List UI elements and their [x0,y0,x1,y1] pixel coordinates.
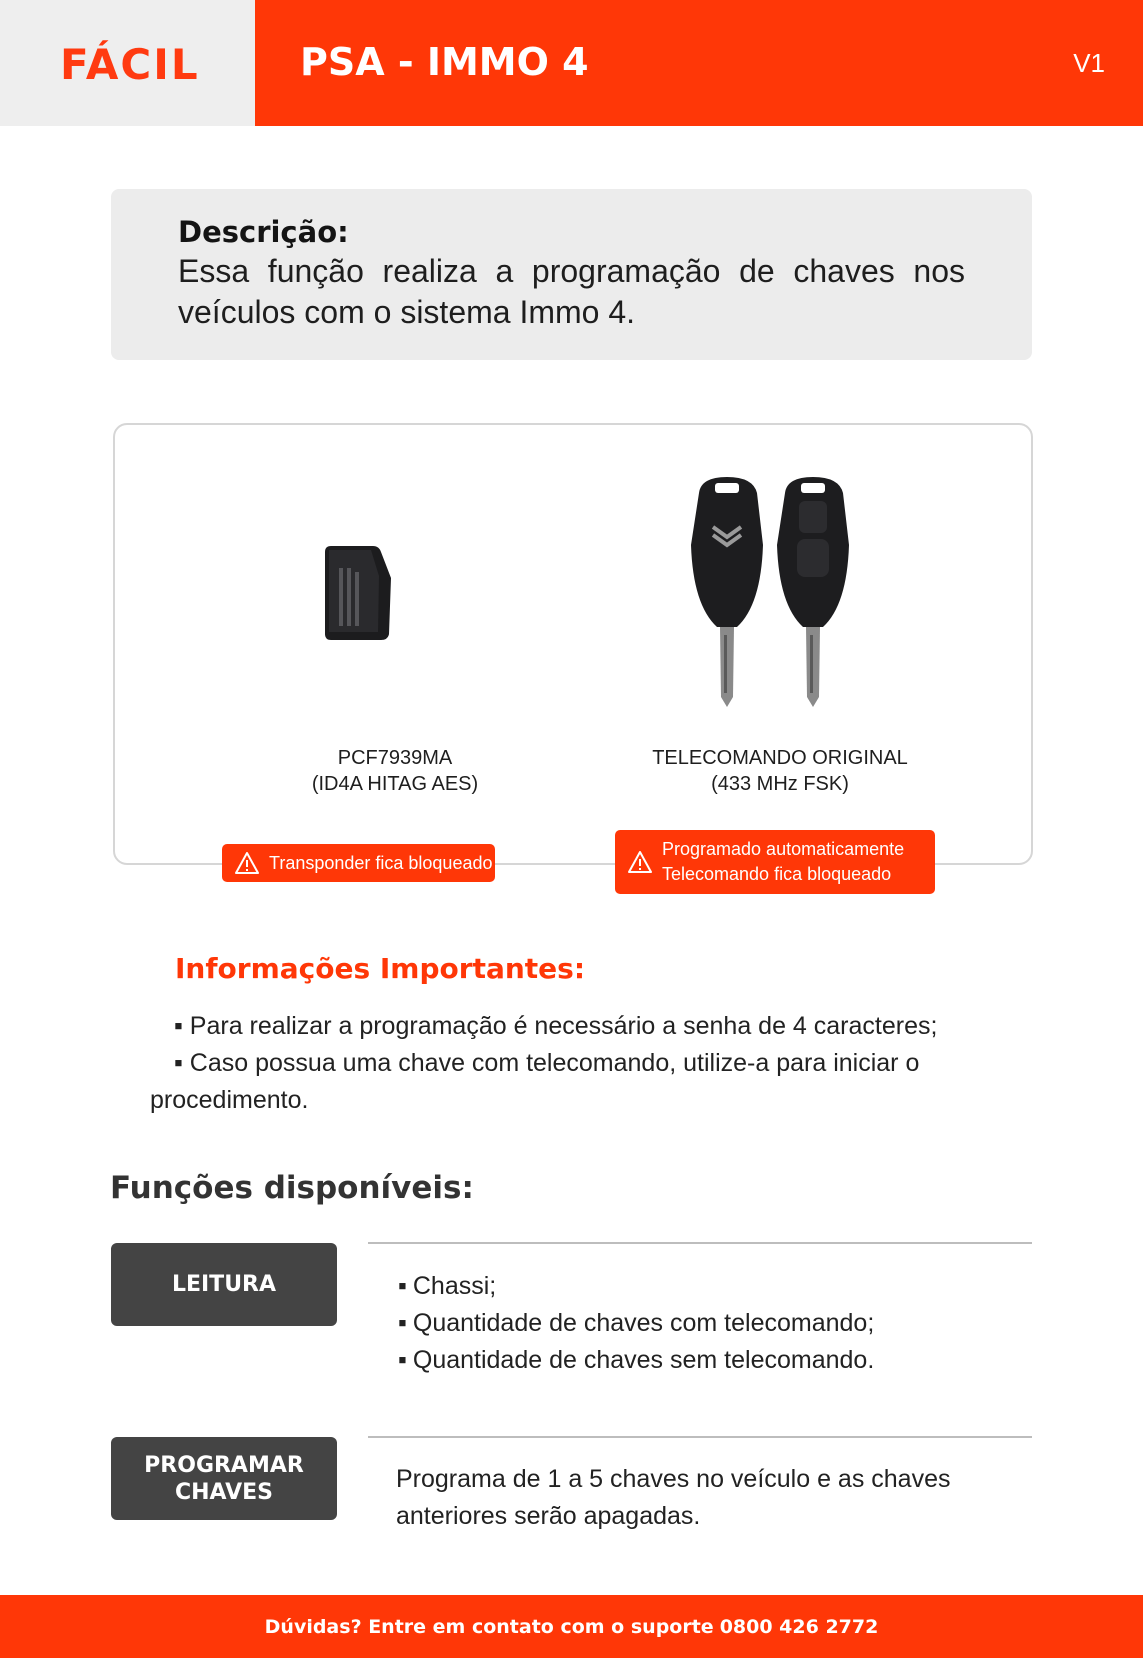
remote-keys-image [687,475,887,715]
list-item: ▪ Quantidade de chaves sem telecomando. [398,1342,874,1379]
programar-label-line: CHAVES [175,1479,273,1505]
product-transponder [285,745,505,797]
important-info-heading: Informações Importantes: [175,952,586,985]
description-heading: Descrição: [178,215,349,249]
list-item: ▪ Chassi; [398,1268,874,1305]
support-phone: 0800 426 2772 [719,1615,879,1638]
warning-line: Transponder fica bloqueado [269,852,493,873]
warning-icon [627,850,653,874]
product-name: TELECOMANDO ORIGINAL [652,747,908,769]
product-name: PCF7939MA [337,747,453,769]
product-remote [615,745,945,797]
transponder-warning-badge [222,844,495,882]
header-bar [255,0,1143,126]
warning-text [269,851,493,876]
divider [368,1242,1032,1244]
page-title: PSA - IMMO 4 [300,40,589,84]
warning-line: Telecomando fica bloqueado [662,864,892,884]
programar-description: Programa de 1 a 5 chaves no veículo e as chaves anteriores serão apagadas. [396,1465,951,1530]
product-spec: (433 MHz FSK) [711,773,849,795]
warning-text [662,837,904,887]
description-box [111,189,1032,360]
leitura-list [398,1268,874,1379]
leitura-label: LEITURA [111,1243,337,1326]
remote-warning-badge [615,830,935,894]
warning-icon [234,851,260,875]
transponder-chip-image [323,542,393,642]
info-item: ▪ Caso possua uma chave com telecomando, utilize-a para iniciar o procedimento. [150,1049,920,1114]
functions-heading: Funções disponíveis: [110,1170,474,1206]
divider [368,1436,1032,1438]
info-item: ▪ Para realizar a programação é necessário a senha de 4 caracteres; [174,1012,938,1040]
footer-bar [0,1595,1143,1658]
programar-chaves-label [111,1437,337,1520]
important-info-list [150,1008,970,1119]
list-item: ▪ Quantidade de chaves com telecomando; [398,1305,874,1342]
version-label: V1 [1073,48,1105,78]
brand-logo: FÁCIL [60,40,200,89]
footer-text: Dúvidas? Entre em contato com o suporte [264,1615,714,1638]
warning-line: Programado automaticamente [662,839,905,859]
description-text: Essa função realiza a programação de chaves nos veículos com o sistema Immo 4. [178,253,965,330]
programar-label-line: PROGRAMAR [144,1452,304,1478]
products-card [113,423,1033,865]
header-logo-area [0,0,255,126]
product-spec: (ID4A HITAG AES) [311,773,479,795]
